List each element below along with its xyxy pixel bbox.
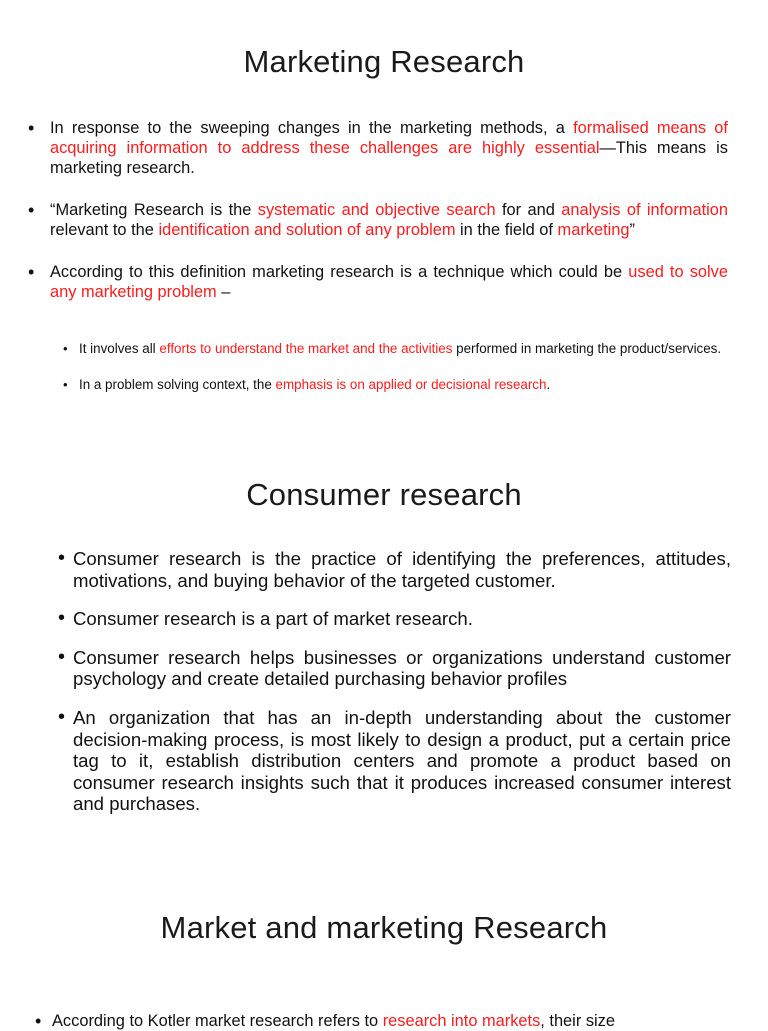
bullet-item: • Consumer research is a part of market research. xyxy=(73,608,731,630)
text-run: . xyxy=(546,377,551,392)
text-run: in the field of xyxy=(455,221,558,239)
sub-bullet-item xyxy=(79,340,728,357)
text-run: performed in marketing the product/services. xyxy=(452,341,722,356)
bullet-list xyxy=(50,118,728,324)
text-run: , their size xyxy=(540,1012,615,1030)
bullet-item: • Consumer research helps businesses or organizations understand customer psychology and create detailed purchasing behavior profiles xyxy=(73,647,731,690)
sub-bullet-list xyxy=(79,340,728,412)
highlight-text: emphasis is on applied or decisional research xyxy=(275,377,547,392)
bullet-item xyxy=(50,118,728,178)
text-run: relevant to the xyxy=(50,221,159,239)
highlight-text: analysis of information xyxy=(561,201,728,219)
bullet-item xyxy=(50,262,728,302)
text-run: In a problem solving context, the xyxy=(79,377,276,392)
text-run: According to Kotler market research refers to xyxy=(52,1012,383,1030)
text-run: ” xyxy=(629,221,635,239)
slide-title: Consumer research xyxy=(246,477,522,512)
highlight-text: used to solve any marketing problem xyxy=(50,263,728,301)
bullet-item xyxy=(52,1011,728,1031)
highlight-text: marketing xyxy=(557,221,630,239)
text-run: —This means is marketing research. xyxy=(50,139,728,177)
text-run: In response to the sweeping changes in the marketing methods, a xyxy=(50,119,574,137)
bullet-item xyxy=(50,200,728,240)
highlight-text: research into markets xyxy=(382,1012,541,1030)
bullet-list xyxy=(73,548,731,832)
highlight-text: systematic and objective search xyxy=(257,201,496,219)
text-run: According to this definition marketing research is a technique which could be xyxy=(50,263,629,281)
text-run: “Marketing Research is the xyxy=(50,201,258,219)
highlight-text: formalised means of acquiring information to address these challenges are highly essential xyxy=(50,119,728,157)
highlight-text: efforts to understand the market and the activities xyxy=(159,341,453,356)
slide-title: Market and marketing Research xyxy=(160,910,608,945)
sub-bullet-item xyxy=(79,376,728,393)
highlight-text: identification and solution of any problem xyxy=(158,221,456,239)
text-run: for and xyxy=(495,201,562,219)
text-run: It involves all xyxy=(79,341,160,356)
text-run: – xyxy=(216,283,231,301)
bullet-item: • Consumer research is the practice of identifying the preferences, attitudes, motivations, and buying behavior of the targeted customer. xyxy=(73,548,731,591)
bullet-item: • An organization that has an in-depth understanding about the customer decision-making process, is most likely to design a product, put a certain price tag to it, establish distribution centers and promote a product based on consumer research insights such that it produces increased consumer interest and purchases. xyxy=(73,707,731,815)
slide-title: Marketing Research xyxy=(243,44,525,79)
bullet-list xyxy=(52,1011,728,1031)
